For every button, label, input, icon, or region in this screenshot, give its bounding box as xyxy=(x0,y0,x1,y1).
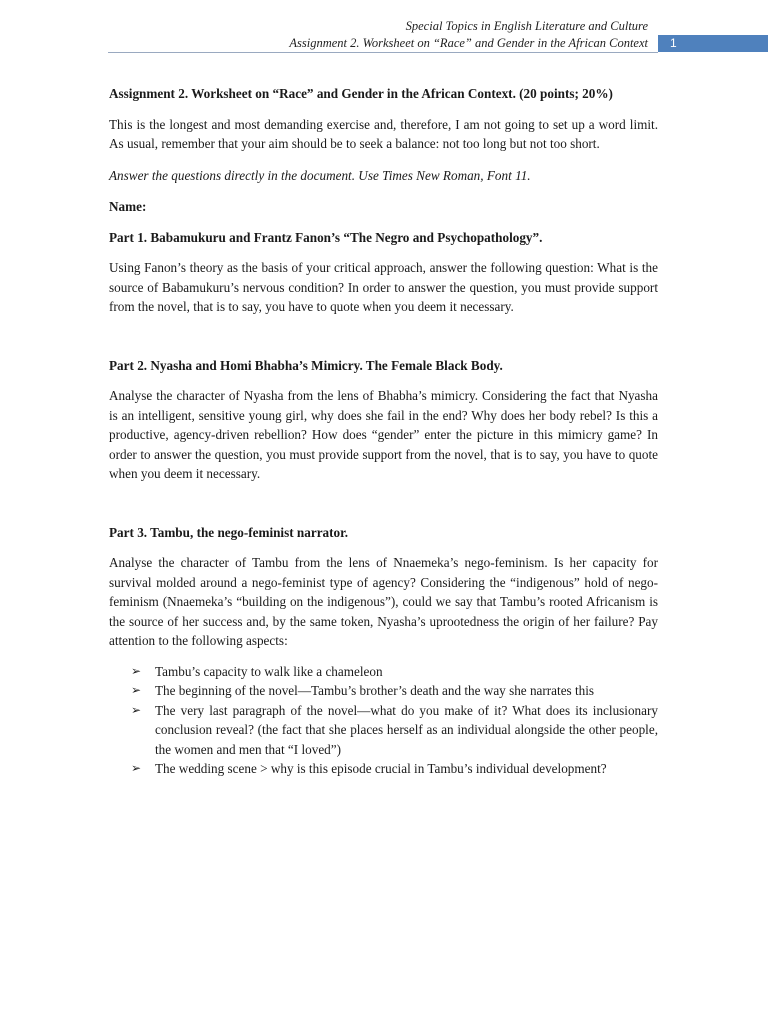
arrow-bullet-icon: ➢ xyxy=(131,683,142,697)
intro-paragraph: This is the longest and most demanding exercise and, therefore, I am not going to set up a word limit. As usual, remember that your aim should be to seek a balance: not too long but not too short. xyxy=(109,116,658,151)
part3-heading: Part 3. Tambu, the nego-feminist narrator. xyxy=(109,524,349,540)
list-item xyxy=(109,662,658,682)
list-item xyxy=(109,759,658,779)
name-label: Name: xyxy=(109,199,147,214)
part3-body: Analyse the character of Tambu from the lens of Nnaemeka’s nego-feminism. Is her capacity for survival molded around a nego-feminist type of agency? Considering the “indigenous” hold of nego-feminism (Nnaemeka’s “building on the indigenous”), could we say that Tambu’s rooted Africanism is the source of her success and, by the same token, Nyasha’s uprootedness the origin of her failure? Pay attention to the following aspects: xyxy=(109,555,658,648)
list-item-text: The very last paragraph of the novel—what do you make of it? What does its inclusionary conclusion reveal? (the fact that she places herself as an individual alongside the other people, the women and men that “I loved”) xyxy=(155,702,658,757)
aspects-list xyxy=(109,662,658,779)
list-item-text: The beginning of the novel—Tambu’s brother’s death and the way she narrates this xyxy=(155,683,595,698)
part1-heading: Part 1. Babamukuru and Frantz Fanon’s “The Negro and Psychopathology”. xyxy=(109,229,543,245)
part1-body: Using Fanon’s theory as the basis of your critical approach, answer the following question: What is the source of Babamukuru’s nervous condition? In order to answer the question, you must provide support from the novel, that is to say, you have to quote when you deem it necessary. xyxy=(109,260,658,314)
arrow-bullet-icon: ➢ xyxy=(131,702,142,717)
page-number-tab xyxy=(658,35,768,52)
header-assignment: Assignment 2. Worksheet on “Race” and Gender in the African Context xyxy=(289,36,648,50)
instructions-paragraph: Answer the questions directly in the document. Use Times New Roman, Font 11. xyxy=(109,167,531,183)
page-number: 1 xyxy=(670,36,677,50)
header-rule xyxy=(108,52,658,53)
arrow-bullet-icon: ➢ xyxy=(131,663,142,678)
page-header xyxy=(289,18,648,52)
list-item xyxy=(109,701,658,760)
spacer xyxy=(109,495,658,523)
part2-heading: Part 2. Nyasha and Homi Bhabha’s Mimicry. The Female Black Body. xyxy=(109,357,503,373)
part2-body: Analyse the character of Nyasha from the lens of Bhabha’s mimicry. Considering the fact that Nyasha is an intelligent, sensitive young girl, why does she fail in the end? Why does her body rebel? Is this a productive, agency-driven rebellion? How does “gender” enter the picture in this mimicry game? In order to answer the question, you must provide support from the novel, that is to say, you have to quote when you deem it necessary. xyxy=(109,388,658,481)
list-item-text: The wedding scene > why is this episode crucial in Tambu’s individual development? xyxy=(155,761,607,776)
document-body xyxy=(109,84,658,779)
list-item xyxy=(109,681,658,701)
header-course: Special Topics in English Literature and Culture xyxy=(405,19,648,33)
list-item-text: Tambu’s capacity to walk like a chameleon xyxy=(155,663,383,679)
assignment-title: Assignment 2. Worksheet on “Race” and Gender in the African Context. (20 points; 20%) xyxy=(109,86,613,101)
spacer xyxy=(109,328,658,356)
arrow-bullet-icon: ➢ xyxy=(131,761,142,775)
